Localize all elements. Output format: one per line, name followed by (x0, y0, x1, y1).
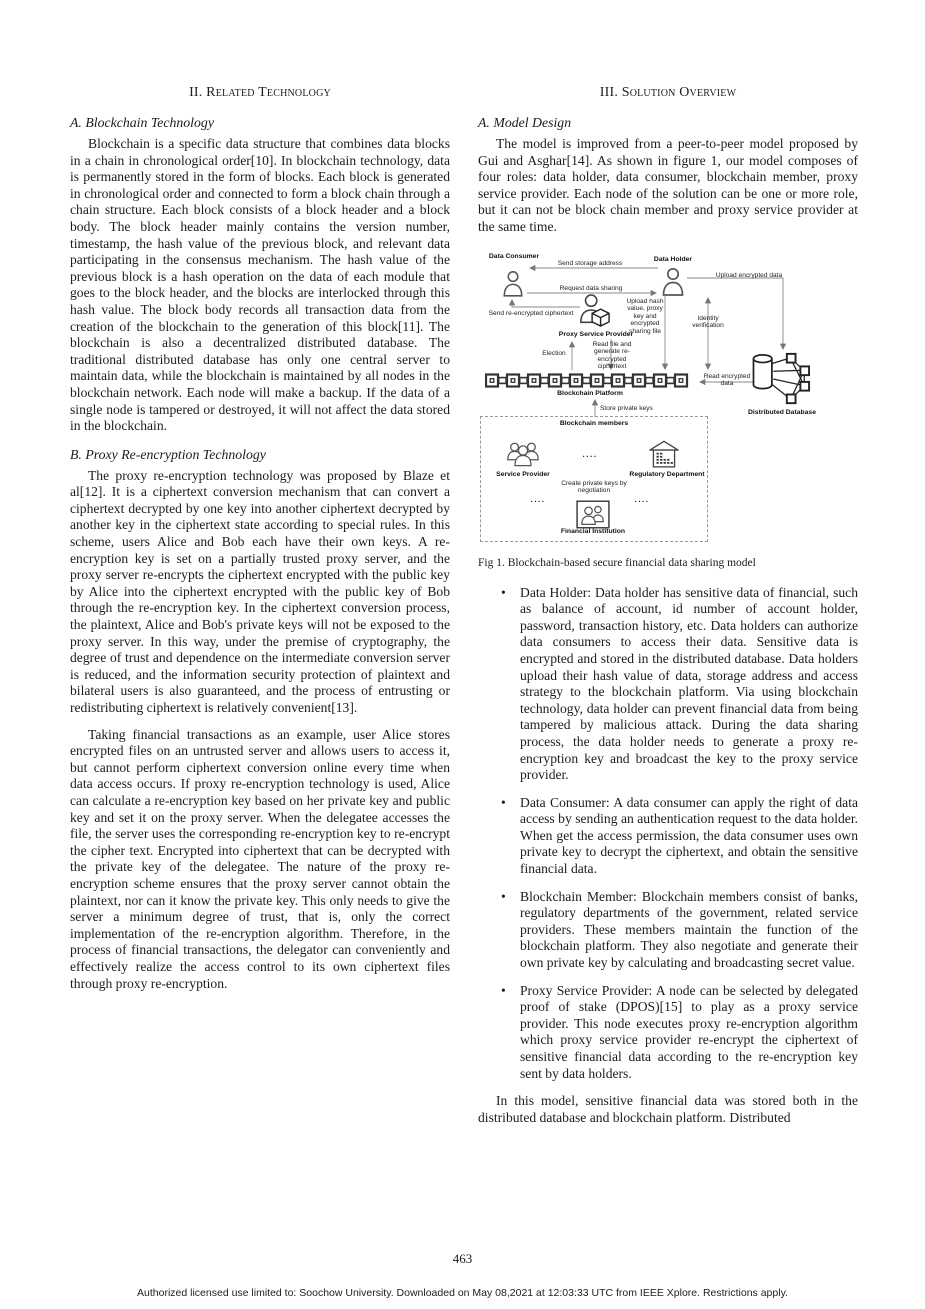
ellipsis-dots: .... (634, 494, 650, 504)
paragraph: Taking financial transactions as an example, user Alice stores encrypted files on an untrusted server and allows users to access it, but cannot perform ciphertext conversion online every time when data access occurs. If proxy re-encryption technology is used, Alice can calculate a re-encryption key based on her private key and public key and set it on the proxy server. When the delegatee accesses the file, the server uses the corresponding re-encryption key to re-encrypt the cipher text. Encrypted into ciphertext that can be decrypted with the private key of the delegatee. The nature of the proxy re-encryption scheme ensures that the proxy server cannot obtain the plaintext, nor can it know the private key. This only needs to give the server a minimum degree of trust, that is, only the correct implementation of the re-encryption algorithm. Therefore, in the process of financial transactions, the delegator can conveniently and effectively realize the access control to its own ciphertext files through proxy re-encryption. (70, 726, 450, 991)
proxy-service-provider-icon (578, 293, 610, 329)
person-icon-data-holder (661, 266, 685, 296)
figure-caption: Fig 1. Blockchain-based secure financial data sharing model (478, 556, 756, 569)
bullet-marker: • (501, 982, 506, 998)
blockchain-members-box (480, 416, 708, 542)
label-distributed-database: Distributed Database (748, 408, 816, 416)
label-financial-institution: Financial Institution (560, 527, 626, 535)
label-data-consumer: Data Consumer (488, 252, 540, 260)
subsection-model-design: A. Model Design (478, 115, 572, 130)
list-item (478, 889, 858, 972)
distributed-database-icon (752, 350, 812, 408)
blockchain-chain-icon (485, 371, 697, 391)
ellipsis-dots: .... (530, 494, 546, 504)
label-read-encrypted-data: Read encrypted data (703, 372, 751, 388)
bullet-text: Blockchain Member: Blockchain members consist of banks, regulatory departments of the government, related service providers. These members maintain the function of the blockchain platform. They also negotiate and generate their own private key by calculating and broadcasting secret value. (520, 888, 858, 971)
label-data-holder: Data Holder (653, 255, 693, 263)
label-service-provider: Service Provider (496, 470, 550, 478)
label-proxy-service-provider: Proxy Service Provider (558, 330, 634, 338)
paragraph: In this model, sensitive financial data was stored both in the distributed database and blockchain platform. Distributed (478, 1093, 858, 1125)
subsection-blockchain-technology: A. Blockchain Technology (70, 115, 214, 130)
section-heading-related-technology: II. Related Technology (189, 85, 331, 100)
list-item (478, 585, 858, 784)
label-read-file: Read file and generate re-encrypted ciphertext (592, 340, 632, 371)
label-identity-verification: Identity verification (692, 314, 724, 330)
label-regulatory-department: Regulatory Department (629, 470, 705, 478)
paragraph: The model is improved from a peer-to-peer model proposed by Gui and Asghar[14]. As shown in figure 1, our model composes of four roles: data holder, data consumer, blockchain member, proxy service provider. Each node of the solution can be one or more role, but it can not be block chain member and proxy service provider at the same time. (478, 136, 858, 234)
subsection-proxy-reencryption: B. Proxy Re-encryption Technology (70, 446, 266, 462)
label-upload-hash: Upload hash value, proxy key and encrypted sharing file (626, 297, 664, 336)
label-create-private-keys: Create private keys by negotiation (561, 479, 627, 495)
bullet-marker: • (501, 888, 506, 904)
figure-1-model-diagram (480, 249, 878, 547)
paragraph: Blockchain is a specific data structure that combines data blocks in a chain in chronological order[10]. In blockchain technology, data is permanently stored in the form of blocks. Each block is generated in chronological order and connected to form a block chain through a chain structure. Each block consists of a block header and a block body. The block header mainly contains the version number, timestamp, the hash value of the previous block, and relevant data participating in the consensus mechanism. The hash value of the previous block is a hash operation on the data of each module that goes to the block header, and the blocks are interlocked through this hash value. The block body records all transaction data from the creation of the blockchain to the generation of this block[11]. The blockchain is also a decentralized distributed database. The traditional distributed database has only one central server to maintain data, while the blockchain is maintained by all nodes in the blockchain network. Each node will make a backup. If the data of a single node is tampered or destroyed, it will not affect the data stored in the blockchain. (70, 136, 450, 434)
label-send-storage-address: Send storage address (557, 259, 623, 267)
label-election: Election (542, 349, 566, 357)
right-column (478, 85, 858, 1126)
bullet-text: Proxy Service Provider: A node can be selected by delegated proof of stake (DPOS)[15] to play as a proxy service provider. This node executes proxy re-encryption algorithm which proxy service provider re-encrypt the ciphertext of sensitive financial data according to the re-encryption key sent by data holders. (520, 982, 858, 1081)
ellipsis-dots: .... (582, 449, 598, 459)
list-item (478, 795, 858, 878)
label-request-data-sharing: Request data sharing (559, 284, 623, 292)
section-heading-solution-overview: III. Solution Overview (599, 85, 737, 100)
list-item (478, 983, 858, 1083)
bullet-text: Data Holder: Data holder has sensitive data of financial, such as balance of account, id number of account holder, password, transaction history, etc. Data holders can authorize data consumers to access their data. Sensitive data is encrypted and stored in the distributed database. Data holders upload their hash value of data, storage address and access strategy to the blockchain platform. Via using blockchain technology, data holder can prevent financial data from being tampered by malicious attack. During the data sharing process, the data holder needs to generate a proxy re-encryption key and broadcast the key to the proxy service provider. (520, 584, 858, 783)
left-column (70, 85, 450, 1126)
role-bullet-list (478, 585, 858, 1083)
label-blockchain-members: Blockchain members (559, 419, 629, 427)
bullet-marker: • (501, 584, 506, 600)
label-send-reencrypted-ciphertext: Send re-encrypted ciphertext (488, 309, 574, 317)
ieee-copyright-stamp: Authorized licensed use limited to: Soochow University. Downloaded on May 08,2021 at 12:03:33 UTC from IEEE Xplore. Restrictions apply. (137, 1287, 788, 1299)
page-number: 463 (452, 1251, 473, 1266)
bullet-text: Data Consumer: A data consumer can apply the right of data access by sending an authentication request to the data holder. When get the access permission, the data consumer uses own private key to decrypt the ciphertext, and obtain the sensitive financial data. (520, 794, 858, 877)
label-blockchain-platform: Blockchain Platform (557, 389, 623, 397)
label-store-private-keys: Store private keys (600, 404, 653, 412)
bullet-marker: • (501, 794, 506, 810)
label-upload-encrypted-data: Upload encrypted data (715, 271, 783, 279)
paragraph: The proxy re-encryption technology was proposed by Blaze et al[12]. It is a ciphertext conversion mechanism that can convert a ciphertext decrypted by one key into another ciphertext decrypted by another key in the ciphertext state according to special rules. In this scheme, users Alice and Bob each have their own keys. A re-encryption key is set on a partially trusted proxy server, and the proxy server re-encrypts the ciphertext encrypted with the public key by Alice into the ciphertext encrypted with the public key of Bob through the re-encryption key. In the ciphertext conversion process, the plaintext, Alice and Bob's private keys will not be exposed to the proxy server. In this way, under the premise of cryptography, the degree of trust and dependence on the intermediate conversion server is reduced, and the information security protection of plaintext and bilateral users is also guaranteed, and the process of entrusting or redistributing ciphertext is relatively convenient[13]. (70, 467, 450, 715)
person-icon-data-consumer (502, 269, 524, 297)
